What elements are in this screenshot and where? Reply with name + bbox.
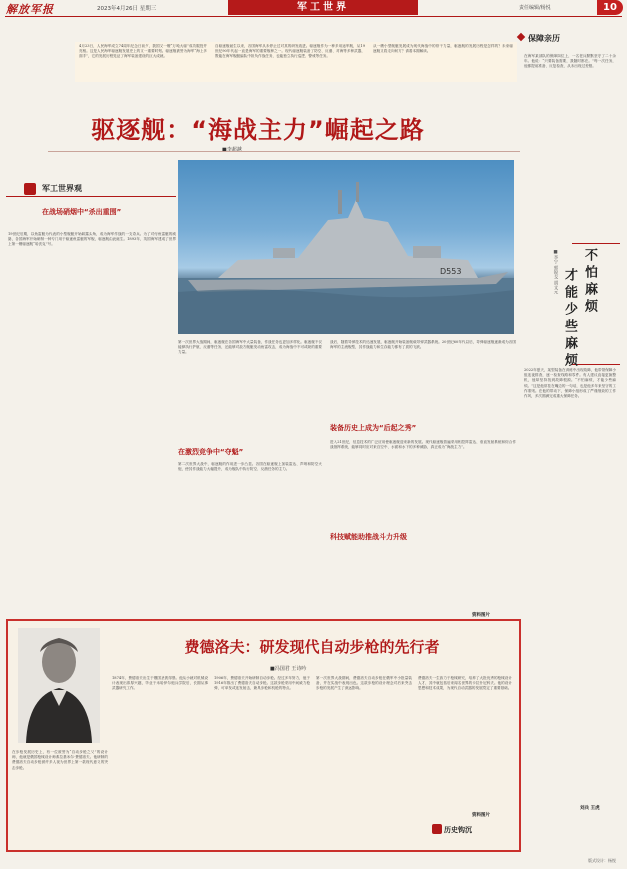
main-headline: 驱逐舰：“海战主力”崛起之路 (91, 116, 425, 144)
issue-date: 2023年4月26日 星期三 (97, 6, 157, 12)
feature-photo-source: 资料图片 (472, 813, 490, 818)
article-col-b: 第一次世界大战期间，驱逐舰在各国海军中大量装备，作战任务也更加多样化。驱逐舰不仅能够执行护航、反潜等任务，还能够对敌方舰艇发动鱼雷攻击，成为海战中不可或缺的重要力量。 (178, 340, 322, 355)
hull-number: D553 (440, 267, 462, 276)
article-subheading-1: 在战场硝烟中“杀出重围” (42, 208, 122, 216)
section-title: 军工世界 (228, 0, 418, 15)
article-col-e: 进入21世纪，信息技术的广泛应用使驱逐舰迎来新的发展。现代驱逐舰普遍采用相控阵雷达、垂直发射系统和综合作战指挥系统，能够同时应对来自空中、水面和水下的多种威胁，真正成为“海战主力”。 (330, 440, 516, 450)
header-rule (5, 16, 622, 17)
sidebar-text-bottom: 2022年夏天，某型装备在训练中出现故障，他带领保障小组连夜排查，逐一检查线路和零件。有人建议直接更换整机，他却坚持找到故障根源。“不怕麻烦，才能少些麻烦。”这是他常挂在嘴边的一句话，也是他多年来坚守的工作准则。在他的带动下，保障小组形成了严谨细致的工作作风，多次圆满完成重大保障任务。 (524, 368, 616, 399)
page-number: 10 (597, 0, 623, 15)
diamond-icon (517, 33, 525, 41)
sidebar-end-credit: 刘兵 王虎 (580, 806, 600, 811)
intro-box (75, 42, 517, 82)
newspaper-logo: 解放军报 (6, 3, 54, 16)
history-flag-icon (432, 824, 442, 834)
editor-credit: 责任编辑/杨悦 (519, 5, 551, 11)
sidebar-title-line-2: 才能少些麻烦 (562, 268, 577, 370)
feature-col-e: 费德洛夫一生致力于枪械研究，培养了大批优秀的枪械设计人才，其中就包括后来闻名世界的卡拉什尼科夫。他的设计思想和技术成果，为现代自动武器的发展奠定了重要基础。 (418, 676, 512, 691)
article-col-a: 19世纪后期，以鱼雷艇为代表的小型舰艇开始崭露头角，成为海军作战的一支奇兵。为了对付鱼雷艇的威胁，各国海军开始研制一种专门用于驱逐鱼雷艇的军舰，驱逐舰由此诞生。1893年，英国海军建成了世界上第一艘驱逐舰“哈沃克”号。 (8, 232, 176, 247)
history-label: 历史钩沉 (444, 826, 472, 834)
intro-col-1: 4月23日，人民海军成立74周年纪念日前夕，我国又一艘“万吨大驱”成功服役并亮相。这是人民海军驱逐舰发展史上的又一重要时刻。驱逐舰被誉为海军“海上多面手”，它的发展历程见证了海军装备建设的巨大成就。 (79, 44, 207, 59)
portrait-photo (18, 628, 100, 743)
article-subheading-3: 科技赋能助推战斗力升级 (330, 533, 407, 541)
footer-credit: 版式设计：杨悦 (588, 858, 616, 863)
column-label: 军工世界观 (42, 184, 82, 193)
sidebar-byline: ■李宁 郭锐戈 胡文元 (553, 250, 558, 294)
column-flag-icon (24, 183, 36, 195)
feature-col-d: 第一次世界大战期间，费德洛夫自动步枪在俄军中小批量装备，并在实战中表现出色。这款步枪的设计理念对后来突击步枪的发展产生了深远影响。 (316, 676, 412, 691)
article-col-c: 第二次世界大战中，驱逐舰的作用进一步凸显。各国在驱逐舰上加装雷达、声呐和防空火炮，使其作战能力大幅提升，成为舰队中执行防空、反潜任务的主力。 (178, 462, 322, 472)
feature-byline: ■冯国君 王诗吟 (270, 666, 307, 672)
feature-col-b: 1874年，费德洛夫出生于俄国圣彼得堡。他从小就对机械设计表现出浓厚兴趣，毕业于米哈伊尔炮兵学院后，长期从事武器研究工作。 (112, 676, 208, 691)
article-subheading-4: 在激烈竞争中“夺魁” (178, 448, 244, 456)
sidebar-title-line-1: 不怕麻烦 (582, 248, 597, 316)
article-col-d: 战后，随着导弹技术的迅速发展，驱逐舰开始装备舰载导弹武器系统。20世纪60年代以后，导弹驱逐舰逐渐成为各国海军的主流舰型，其作战能力和生存能力都有了质的飞跃。 (330, 340, 516, 350)
sidebar-text-top: 在海军某部队的保障岗位上，一名老兵默默坚守了二十余年。他说：“只要装备需要，我随时都在。”每一次任务，他都提前准备、反复检查，从未出现过差错。 (524, 54, 616, 69)
destroyer-photo (178, 160, 514, 334)
column-rule (6, 196, 176, 197)
destroyer-illustration (178, 160, 514, 334)
photo-source: 资料图片 (472, 613, 490, 618)
sidebar-section-label: 保障亲历 (528, 34, 560, 43)
headline-byline: ■李超越 (222, 147, 242, 153)
feature-col-c: 1906年，费德洛夫开始研制自动步枪。经过多年努力，他于1916年推出了费德洛夫自动步枪。这款步枪采用中间威力枪弹，可单发或连发射击，兼具步枪和机枪的特点。 (214, 676, 310, 691)
intro-col-2: 自驱逐舰诞生以来，各国海军从未停止过对其的研发改进。驱逐舰作为一种多用途军舰，从19世纪90年代起一直是海军的重要舰种之一。现代驱逐舰装备了防空、反潜、对海等多种武器，既能在海军舰艇编队中担负作战任务，也能独立执行巡逻、警戒等任务。 (215, 44, 365, 59)
intro-col-3: 从一艘小型舰艇发展成为现代海战中的骨干力量，驱逐舰的发展历程是怎样的？未来驱逐舰又将走向何方？请看本期解读。 (373, 44, 513, 54)
feature-headline: 费德洛夫：研发现代自动步枪的先行者 (184, 638, 440, 656)
headline-rule (48, 151, 520, 152)
portrait-illustration (18, 628, 100, 743)
feature-col-a: 在步枪发展历史上，有一位被誉为“自动步枪之父”的设计师，他就是俄国枪械设计师弗拉基米尔·费德洛夫。他研制的费德洛夫自动步枪被许多人视为世界上第一款现代意义的突击步枪。 (12, 750, 108, 770)
masthead (0, 0, 627, 14)
article-subheading-2: 装备历史上成为“后起之秀” (330, 424, 417, 432)
